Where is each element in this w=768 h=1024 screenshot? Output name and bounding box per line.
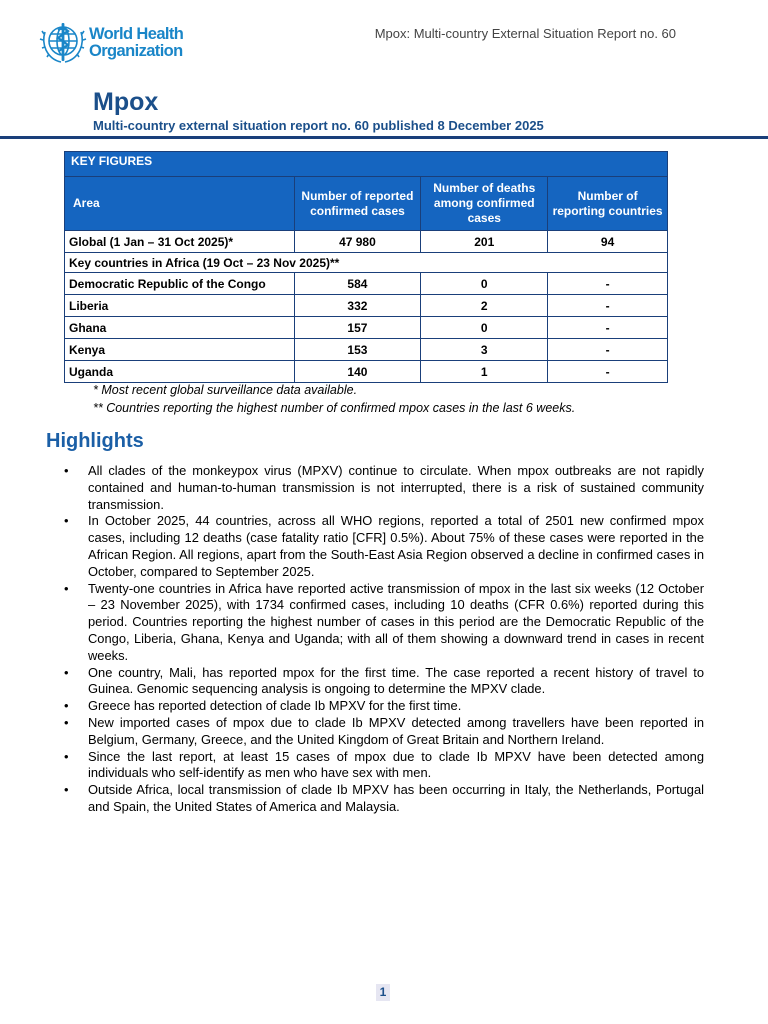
section-label: Key countries in Africa (19 Oct – 23 Nov 2025)** bbox=[65, 253, 668, 273]
list-item bbox=[64, 715, 704, 749]
row-cases: 584 bbox=[294, 273, 421, 295]
column-header-area: Area bbox=[65, 177, 295, 231]
highlight-text: One country, Mali, has reported mpox for the first time. The case reported a recent history of travel to Guinea. Genomic sequencing analysis is ongoing to determine the MPXV clade. bbox=[88, 664, 704, 697]
row-countries: - bbox=[548, 273, 668, 295]
row-deaths: 1 bbox=[421, 361, 548, 383]
table-row bbox=[65, 317, 668, 339]
list-item bbox=[64, 463, 704, 513]
key-figures-title-row bbox=[65, 152, 668, 177]
row-deaths: 0 bbox=[421, 317, 548, 339]
row-area: Global (1 Jan – 31 Oct 2025)* bbox=[65, 231, 295, 253]
page-subtitle: Multi-country external situation report no. 60 published 8 December 2025 bbox=[93, 118, 544, 133]
row-area: Kenya bbox=[65, 339, 295, 361]
row-countries: - bbox=[548, 295, 668, 317]
footnote-global: * Most recent global surveillance data available. bbox=[93, 383, 358, 397]
table-row bbox=[65, 339, 668, 361]
table-row bbox=[65, 273, 668, 295]
row-countries: 94 bbox=[548, 231, 668, 253]
row-deaths: 3 bbox=[421, 339, 548, 361]
footnote-africa: ** Countries reporting the highest number of confirmed mpox cases in the last 6 weeks. bbox=[93, 401, 576, 415]
page-number: 1 bbox=[376, 984, 390, 1001]
page-title: Mpox bbox=[93, 88, 159, 116]
highlight-text: New imported cases of mpox due to clade Ib MPXV detected among travellers have been reported in Belgium, Germany, Greece, and the United Kingdom of Great Britain and Northern Ireland. bbox=[88, 714, 704, 747]
column-header-deaths: Number of deaths among confirmed cases bbox=[421, 177, 548, 231]
list-item bbox=[64, 749, 704, 783]
highlight-text: Since the last report, at least 15 cases of mpox due to clade Ib MPXV have been detected among individuals who self-identify as men who have sex with men. bbox=[88, 748, 704, 781]
row-cases: 140 bbox=[294, 361, 421, 383]
bullet: • bbox=[64, 664, 69, 680]
list-item bbox=[64, 581, 704, 665]
list-item bbox=[64, 698, 704, 715]
table-row bbox=[65, 361, 668, 383]
highlight-text: Outside Africa, local transmission of clade Ib MPXV has been occurring in Italy, the Netherlands, Portugal and Spain, the United States of America and Malaysia. bbox=[88, 782, 704, 814]
key-figures-title: KEY FIGURES bbox=[65, 152, 668, 177]
row-countries: - bbox=[548, 339, 668, 361]
row-deaths: 2 bbox=[421, 295, 548, 317]
bullet: • bbox=[64, 748, 69, 764]
highlights-list bbox=[64, 463, 704, 816]
row-cases: 332 bbox=[294, 295, 421, 317]
row-area: Liberia bbox=[65, 295, 295, 317]
bullet: • bbox=[64, 580, 69, 596]
row-cases: 47 980 bbox=[294, 231, 421, 253]
highlight-text: Greece has reported detection of clade Ib MPXV for the first time. bbox=[88, 698, 462, 714]
row-area: Democratic Republic of the Congo bbox=[65, 273, 295, 295]
title-divider bbox=[0, 136, 768, 139]
highlight-text: In October 2025, 44 countries, across all WHO regions, reported a total of 2501 new confirmed mpox cases, including 12 deaths (case fatality ratio [CFR] 0.5%). About 75% of these cases were reported in the African Region. All regions, apart from the South-East Asia Region observed a decline in confirmed cases in October, compared to September 2025. bbox=[88, 513, 704, 579]
bullet: • bbox=[64, 513, 69, 529]
highlight-text: Twenty-one countries in Africa have reported active transmission of mpox in the last six weeks (12 October – 23 November 2025), with 1734 confirmed cases, including 10 deaths (CFR 0.6%) reported during this period. Countries reporting the highest number of cases in this period are the Democratic Republic of the Congo, Liberia, Ghana, Kenya and Uganda; with all of them showing a downward trend in cases in recent weeks. bbox=[88, 580, 704, 663]
row-deaths: 201 bbox=[421, 231, 548, 253]
table-header-row bbox=[65, 177, 668, 231]
org-name-line2: Organization bbox=[89, 42, 183, 60]
who-logo bbox=[39, 20, 194, 66]
row-countries: - bbox=[548, 317, 668, 339]
bullet: • bbox=[64, 698, 69, 714]
table-section-africa bbox=[65, 253, 668, 273]
row-cases: 157 bbox=[294, 317, 421, 339]
highlight-text: All clades of the monkeypox virus (MPXV) continue to circulate. When mpox outbreaks are not rapidly contained and human-to-human transmission is not interrupted, there is a risk of sustained community transmission. bbox=[88, 463, 704, 512]
row-area: Uganda bbox=[65, 361, 295, 383]
organization-name bbox=[89, 26, 183, 60]
bullet: • bbox=[64, 782, 69, 798]
list-item bbox=[64, 782, 704, 816]
key-figures-table bbox=[64, 151, 668, 383]
column-header-cases: Number of reported confirmed cases bbox=[294, 177, 421, 231]
bullet: • bbox=[64, 463, 69, 478]
row-cases: 153 bbox=[294, 339, 421, 361]
table-row bbox=[65, 295, 668, 317]
highlights-heading: Highlights bbox=[46, 430, 144, 452]
row-countries: - bbox=[548, 361, 668, 383]
row-area: Ghana bbox=[65, 317, 295, 339]
list-item bbox=[64, 665, 704, 699]
bullet: • bbox=[64, 714, 69, 730]
running-header: Mpox: Multi-country External Situation Report no. 60 bbox=[374, 26, 676, 41]
who-emblem-icon bbox=[39, 20, 87, 66]
row-deaths: 0 bbox=[421, 273, 548, 295]
org-name-line1: World Health bbox=[89, 25, 184, 43]
column-header-countries: Number of reporting countries bbox=[548, 177, 668, 231]
table-row-global bbox=[65, 231, 668, 253]
list-item bbox=[64, 513, 704, 580]
